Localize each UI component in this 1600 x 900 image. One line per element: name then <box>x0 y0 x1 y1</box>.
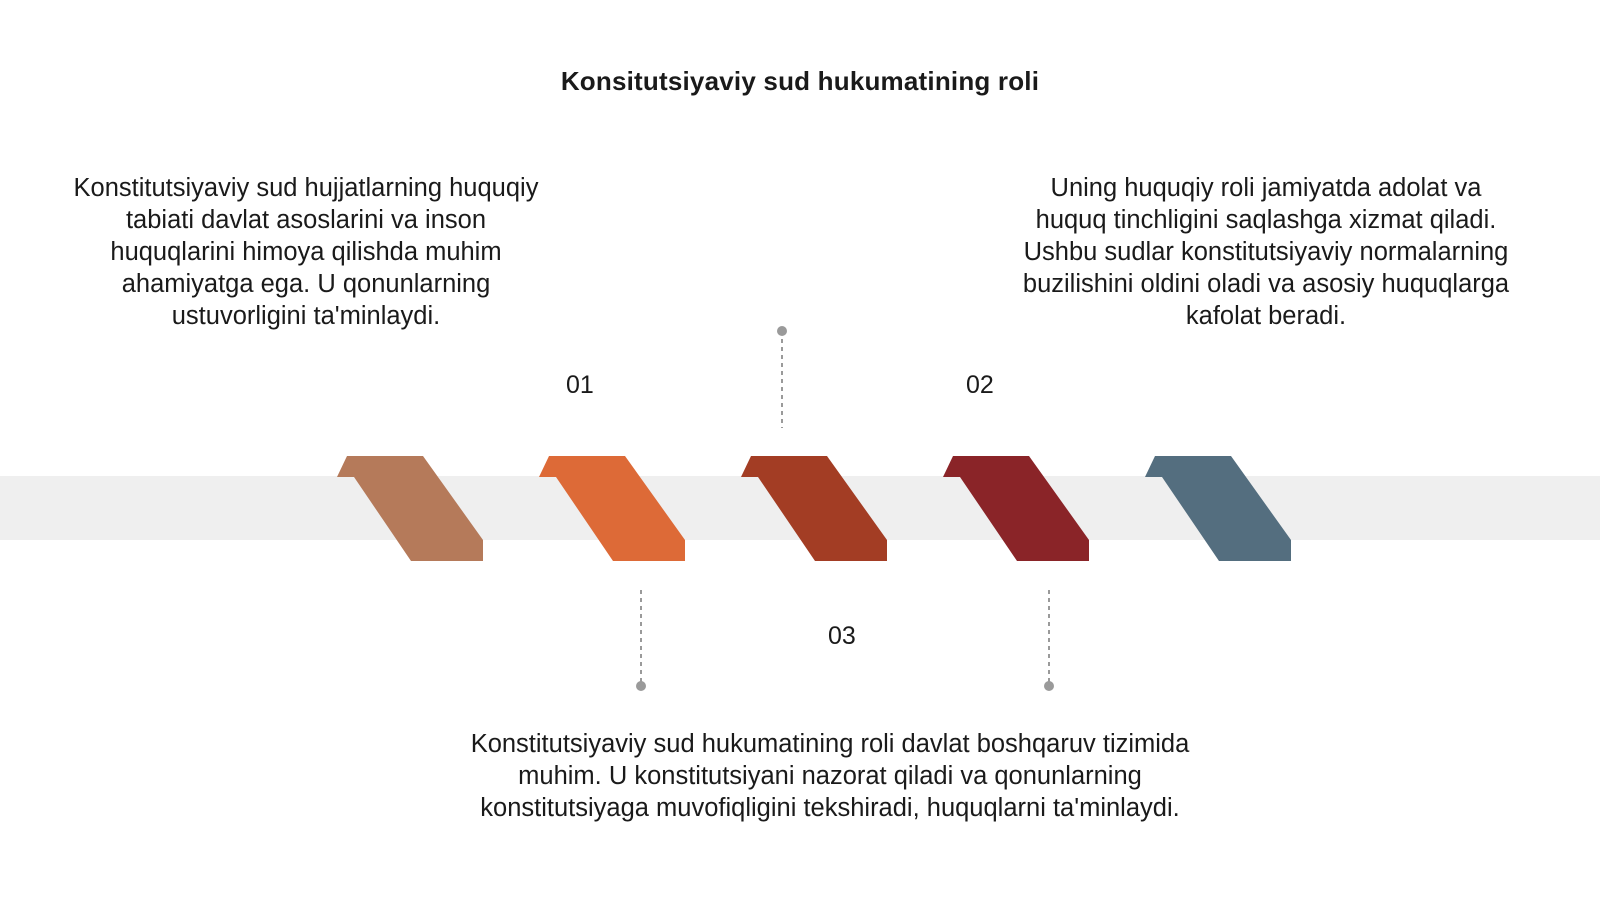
connector-right-bottom <box>1044 590 1054 691</box>
item-1-text: Konstitutsiyaviy sud hujjatlarning huquqiy tabiati davlat asoslarini va inson huquqlarini himoya qilishda muhim ahamiyatga ega. U qonunlarning ustuvorligini ta'minlaydi. <box>73 174 539 330</box>
item-3-text: Konstitutsiyaviy sud hukumatining roli davlat boshqaruv tizimida muhim. U konstitutsiyani nazorat qiladi va qonunlarning konstitutsiyaga muvofiqligini tekshiradi, huquqlarni ta'minlaydi. <box>470 730 1190 822</box>
page-title: Konsitutsiyaviy sud hukumatining roli <box>560 66 1040 96</box>
item-2-number: 02 <box>966 371 994 399</box>
item-1-number: 01 <box>566 371 594 399</box>
connector-center-top <box>777 326 787 428</box>
item-2-text: Uning huquqiy roli jamiyatda adolat va huquq tinchligini saqlashga xizmat qiladi. Ushbu sudlar konstitutsiyaviy normalarning buzilishini oldini oladi va asosiy huquqlarga kafolat beradi. <box>1022 174 1510 330</box>
item-3-number: 03 <box>828 622 856 650</box>
connector-left-bottom <box>636 590 646 691</box>
